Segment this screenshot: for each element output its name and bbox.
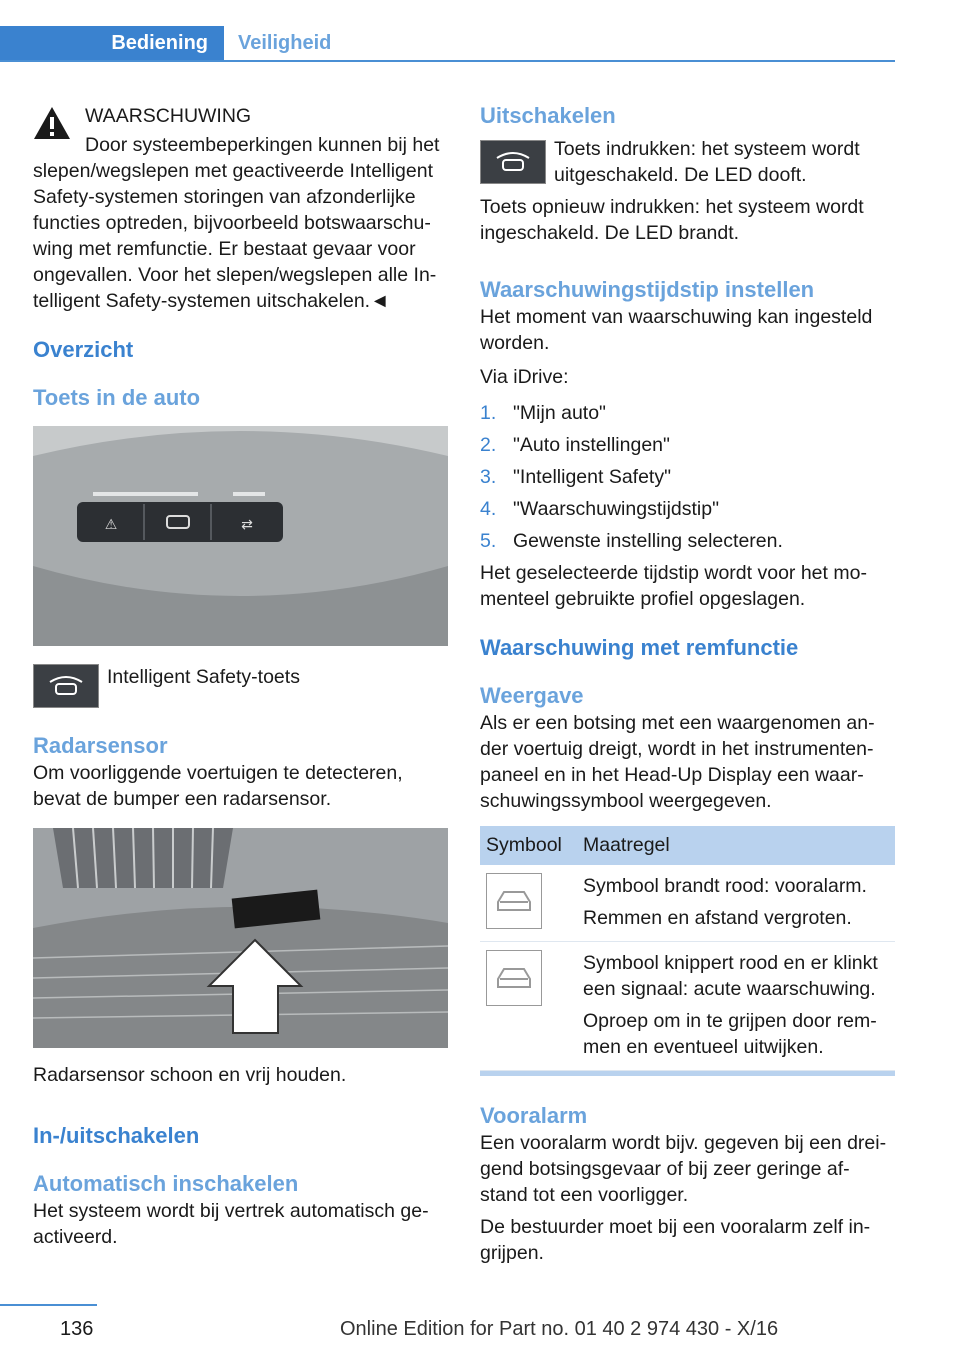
heading-uitschakelen: Uitschakelen [480,103,616,128]
list-item: 3. "Intelligent Safety" [480,466,672,488]
uit-row [480,136,895,188]
heading-radarsensor: Radarsensor [33,733,168,758]
chapter-tabs [0,26,895,62]
uit-text: Toets indrukken: het systeem wordt uitgeschakeld. De LED dooft. [554,138,860,186]
button-caption-row [33,664,448,708]
vooralarm-text: Een vooralarm wordt bijv. gegeven bij een drei-gend botsingsgevaar of bij zeer geringe af-stand tot een voorligger. [480,1132,887,1206]
car-warning-icon [486,873,542,929]
table-end-bar [480,1071,895,1076]
col-maatregel: Maatregel [577,826,895,865]
row2-line1: Symbool knippert rood en er klinkt een signaal: acute waarschuwing. [583,952,878,1000]
left-column [33,100,448,1250]
table-row [480,942,895,1071]
bumper-radar-photo [33,828,448,1048]
heading-overzicht: Overzicht [33,337,134,362]
col-symbool: Symbool [480,826,577,865]
heading-automatisch: Automatisch inschakelen [33,1171,299,1196]
row1-line1: Symbool brandt rood: vooralarm. [583,875,867,897]
heading-inuitschakelen: In-/uitschakelen [33,1123,200,1148]
right-column [480,100,895,1266]
list-item: 4. "Waarschuwingstijdstip" [480,498,720,520]
warning-text: Door systeembeperkingen kunnen bij het slepen/wegslepen met geactiveerde Intelligent Safety-systemen storingen van afzonderlijke functies optreden, bijvoorbeeld botswaarschu-wing met remfunctie. Er bestaat gevaar voor ongevallen. Voor het slepen/wegslepen alle In-telligent Safety-systemen uitschakelen.◄ [33,134,440,312]
heading-weergave: Weergave [480,683,584,708]
heading-tijdstip: Waarschuwingstijdstip instellen [480,277,815,302]
tab-veiligheid[interactable]: Veiligheid [238,32,332,54]
warning-triangle-icon [33,106,71,140]
tijdstip-text: Het moment van waarschuwing kan ingesteld worden. [480,306,873,354]
symbol-table [480,826,895,1071]
table-row [480,865,895,942]
radar-text: Om voorliggende voertuigen te detecteren, bevat de bumper een radarsensor. [33,762,403,810]
row1-line2: Remmen en afstand vergroten. [583,907,852,929]
warning-title: WAARSCHUWING [85,105,252,127]
footer-line [0,1304,97,1306]
via-text: Via iDrive: [480,366,569,388]
list-item: 2. "Auto instellingen" [480,434,670,456]
intelligent-safety-button-icon [33,664,99,708]
vooralarm-text-2: De bestuurder moet bij een vooralarm zelf in-grijpen. [480,1216,871,1264]
intelligent-safety-button-icon-2 [480,140,546,184]
svg-text:⚠: ⚠ [104,517,118,533]
tab-bediening[interactable]: Bediening [0,26,224,60]
heading-toets: Toets in de auto [33,385,201,410]
car-warning-blink-icon [486,950,542,1006]
button-panel-photo [33,426,448,646]
heading-vooralarm: Vooralarm [480,1103,588,1128]
idrive-steps [480,400,895,554]
weergave-text: Als er een botsing met een waargenomen an-der voertuig dreigt, wordt in het instrumenten-paneel en in het Head-Up Display een waar-schuwingssymbool weergegeven. [480,712,875,812]
svg-text:⇄: ⇄ [241,517,253,533]
uit-text-2: Toets opnieuw indrukken: het systeem wordt ingeschakeld. De LED brandt. [480,196,864,244]
radar-clean-text: Radarsensor schoon en vrij houden. [33,1064,347,1086]
page-number: 136 [60,1318,94,1340]
warning-block [33,100,448,314]
footer-edition: Online Edition for Part no. 01 40 2 974 430 - X/16 [340,1318,779,1340]
row2-line2: Oproep om in te grijpen door rem-men en eventueel uitwijken. [583,1010,877,1058]
button-caption: Intelligent Safety-toets [107,666,300,688]
list-item: 1. "Mijn auto" [480,402,606,424]
auto-text: Het systeem wordt bij vertrek automatisch ge-activeerd. [33,1200,429,1248]
heading-remfunctie: Waarschuwing met remfunctie [480,635,799,660]
tijdstip-after: Het geselecteerde tijdstip wordt voor het mo-menteel gebruikte profiel opgeslagen. [480,562,867,610]
list-item: 5. Gewenste instelling selecteren. [480,530,783,552]
